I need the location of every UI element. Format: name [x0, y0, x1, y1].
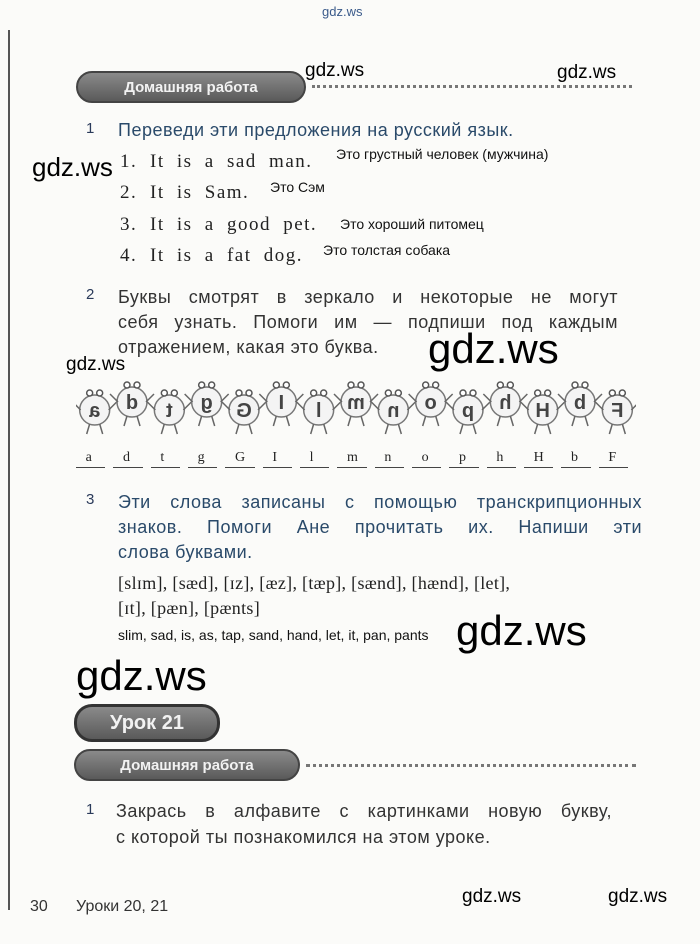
answer-letter: a: [85, 450, 92, 465]
answer-letter: h: [496, 450, 504, 465]
task-text-line: с которой ты познакомился на этом уроке.: [116, 827, 491, 847]
sentence-number: 2.: [120, 182, 138, 203]
watermark: gdz.ws: [456, 607, 587, 654]
answer-letter: F: [608, 450, 617, 465]
page-left-border: [8, 30, 10, 910]
mirrored-letter-character: [446, 390, 490, 434]
answer-line: [487, 467, 516, 468]
homework-header: Домашняя работа: [76, 71, 306, 103]
mirrored-letter-character: [222, 390, 266, 434]
lesson-header: Урок 21: [74, 704, 220, 742]
svg-text:G: G: [236, 400, 252, 422]
mirrored-letter-character: [185, 382, 229, 426]
task-number: 2: [86, 286, 95, 303]
mirrored-letter-character: [558, 382, 602, 426]
answer-letter: l: [309, 450, 314, 465]
answer-letter: n: [384, 450, 392, 465]
handwritten-answer: Это грустный человек (мужчина): [336, 146, 549, 162]
svg-text:d: d: [125, 392, 139, 414]
svg-text:F: F: [611, 400, 624, 422]
handwritten-answer: slim, sad, is, as, tap, sand, hand, let, it, pan, pants: [118, 627, 429, 643]
answer-line: [561, 467, 590, 468]
sentence-number: 1.: [120, 151, 138, 172]
svg-text:l: l: [315, 400, 322, 422]
sentence-text: It is a sad man.: [150, 151, 313, 172]
answer-line: [76, 467, 105, 468]
mirrored-letters-illustration: [76, 372, 636, 444]
watermark: gdz.ws: [608, 886, 668, 907]
header-dotted-line: [312, 85, 632, 88]
answer-letter: H: [533, 450, 544, 465]
svg-text:m: m: [347, 392, 365, 414]
answer-line: [151, 467, 180, 468]
mirrored-letter-character: [595, 390, 636, 434]
answer-letter: g: [197, 450, 205, 465]
answer-letter: d: [123, 450, 130, 465]
answer-line: [300, 467, 329, 468]
watermark: gdz.ws: [428, 325, 559, 372]
answer-letter: G: [235, 450, 246, 465]
letter-answers-row: [72, 452, 632, 472]
watermark: gdz.ws: [76, 652, 207, 699]
answer-line: [337, 467, 366, 468]
mirrored-letter-character: [147, 390, 191, 434]
mirrored-letter-character: [110, 382, 154, 426]
answer-line: [263, 467, 292, 468]
svg-text:b: b: [573, 392, 587, 414]
mirrored-letter-character: [259, 382, 303, 426]
svg-text:H: H: [535, 400, 550, 422]
transcription-line: [slɪm], [sæd], [ɪz], [æz], [tæp], [sænd], [hænd], [let],: [118, 573, 511, 593]
answer-line: [375, 467, 404, 468]
handwritten-answer: Это хороший питомец: [340, 216, 484, 232]
watermark: gdz.ws: [557, 62, 617, 83]
svg-text:a: a: [89, 400, 101, 422]
svg-text:n: n: [387, 400, 400, 422]
answer-line: [225, 467, 254, 468]
svg-text:h: h: [499, 392, 512, 414]
answer-line: [524, 467, 553, 468]
task-text-line: знаков. Помоги Ане прочитать их. Напиши эти: [118, 517, 642, 537]
svg-text:p: p: [461, 400, 475, 422]
task-text-line: Эти слова записаны с помощью транскрипционных: [118, 492, 642, 512]
task-number: 1: [86, 120, 95, 137]
answer-letter: o: [421, 450, 429, 465]
answer-line: [113, 467, 142, 468]
mirrored-letter-character: [371, 390, 415, 434]
sentence-number: 4.: [120, 245, 138, 266]
task-instruction: Переведи эти предложения на русский язык.: [118, 120, 514, 140]
task-text-line: Закрась в алфавите с картинками новую букву,: [116, 801, 612, 821]
mirrored-letter-character: [297, 390, 341, 434]
task-number: 3: [86, 491, 95, 508]
handwritten-answer: Это толстая собака: [323, 242, 451, 258]
sentence-number: 3.: [120, 214, 138, 235]
answer-line: [188, 467, 217, 468]
watermark: gdz.ws: [305, 60, 365, 81]
task-text-line: себя узнать. Помоги им — подпиши под каждым: [118, 312, 618, 332]
answer-letter: I: [272, 450, 277, 465]
svg-text:I: I: [278, 392, 285, 414]
answer-line: [599, 467, 628, 468]
handwritten-answer: Это Сэм: [270, 179, 325, 195]
transcription-line: [ɪt], [pæn], [pænts]: [118, 598, 260, 618]
header-dotted-line: [306, 764, 636, 767]
answer-letter: b: [571, 450, 578, 465]
task-text-line: Буквы смотрят в зеркало и некоторые не могут: [118, 287, 618, 307]
watermark-top: gdz.ws: [322, 4, 363, 19]
task-text-line: слова буквами.: [118, 542, 253, 562]
answer-letter: t: [160, 450, 165, 465]
mirrored-letter-character: [483, 382, 527, 426]
answer-line: [412, 467, 441, 468]
footer-title: Уроки 20, 21: [76, 898, 169, 915]
watermark: gdz.ws: [66, 354, 126, 375]
homework-header: Домашняя работа: [74, 749, 300, 781]
task-number: 1: [86, 801, 95, 818]
mirrored-letter-character: [409, 382, 453, 426]
mirrored-letter-character: [334, 382, 378, 426]
mirrored-letter-character: [521, 390, 565, 434]
svg-text:o: o: [424, 392, 437, 414]
sentence-text: It is Sam.: [150, 182, 250, 203]
sentence-text: It is a fat dog.: [150, 245, 304, 266]
answer-line: [449, 467, 478, 468]
sentence-text: It is a good pet.: [150, 214, 318, 235]
watermark: gdz.ws: [32, 152, 113, 182]
watermark: gdz.ws: [462, 886, 522, 907]
task-text-line: отражением, какая это буква.: [118, 337, 379, 357]
answer-letter: m: [347, 450, 358, 465]
mirrored-letter-character: [76, 390, 117, 434]
page-number: 30: [30, 898, 48, 915]
svg-text:t: t: [165, 400, 173, 422]
svg-text:g: g: [200, 392, 213, 414]
answer-letter: p: [459, 450, 466, 465]
